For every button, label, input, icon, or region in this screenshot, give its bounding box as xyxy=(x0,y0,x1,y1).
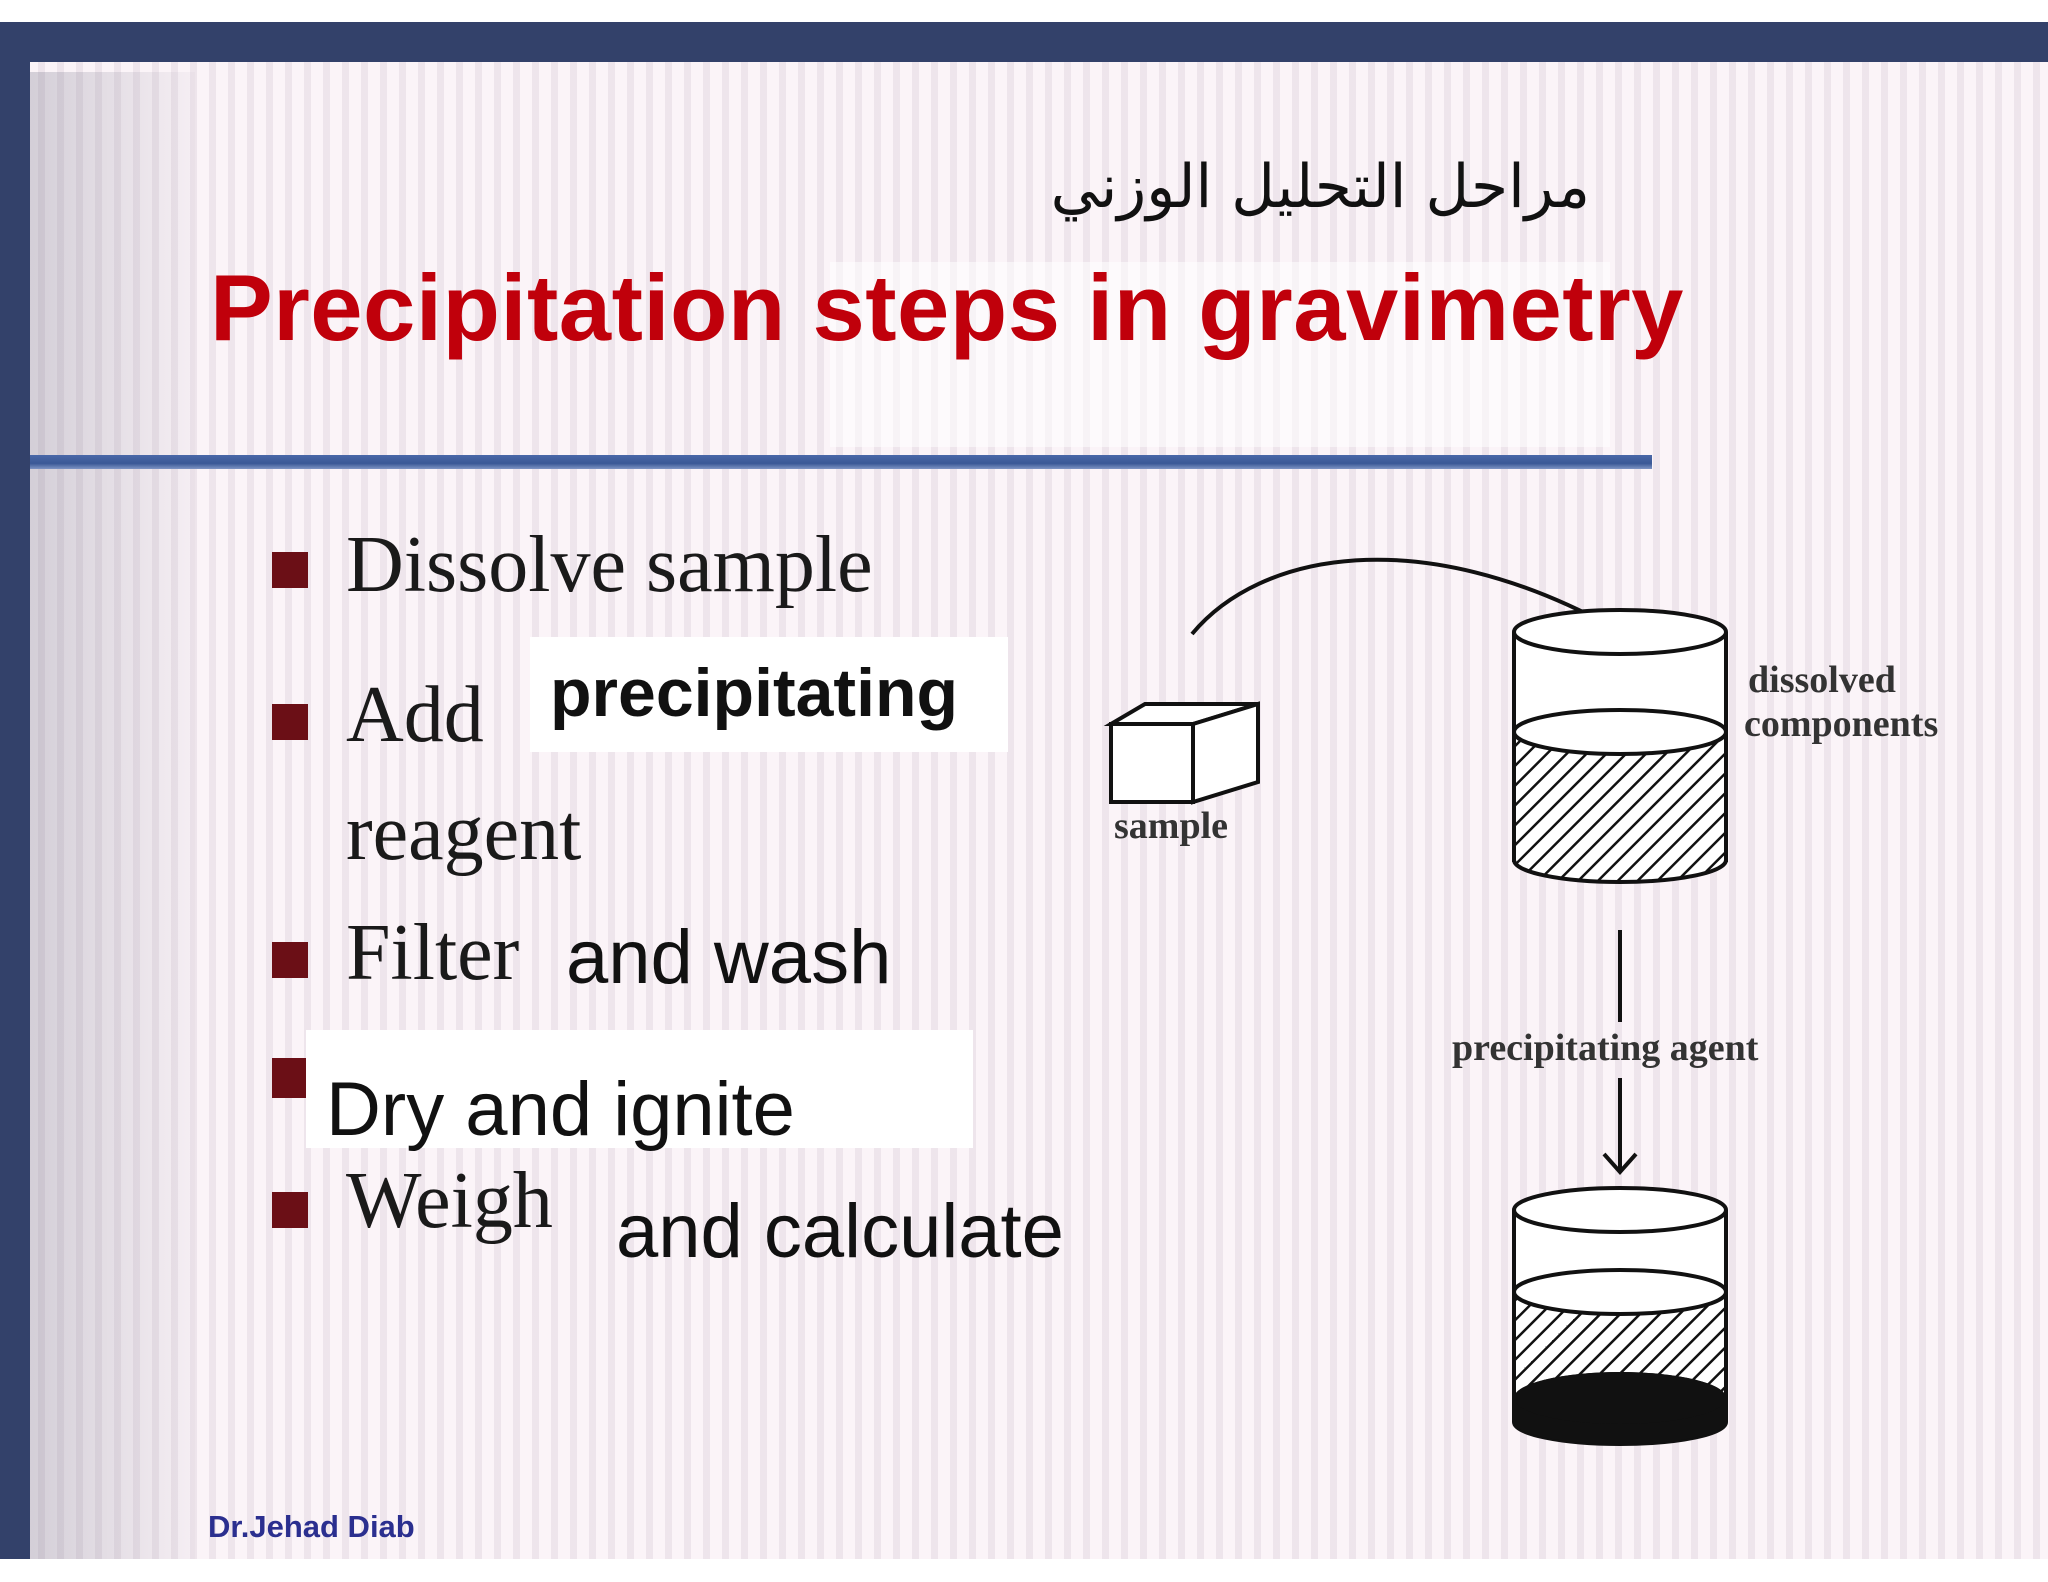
step-dissolve: Dissolve sample xyxy=(346,521,873,609)
beaker-precipitate-icon xyxy=(1514,1188,1726,1444)
author-credit: Dr.Jehad Diab xyxy=(208,1509,415,1544)
step-reagent: reagent xyxy=(346,789,582,877)
step-filter: Filter xyxy=(346,909,520,997)
slide-title: Precipitation steps in gravimetry xyxy=(210,255,1684,360)
step-add: Add xyxy=(346,671,484,759)
step-precipitating: precipitating xyxy=(550,655,959,731)
step-and-calculate: and calculate xyxy=(616,1189,1064,1274)
beaker-dissolved-icon xyxy=(1514,610,1726,882)
arabic-title: مراحل التحليل الوزني xyxy=(1050,152,1590,222)
step-dry-ignite: Dry and ignite xyxy=(326,1067,795,1152)
components-label: components xyxy=(1744,703,1939,745)
sample-label: sample xyxy=(1114,805,1228,847)
step-and-wash: and wash xyxy=(566,915,892,1000)
step-weigh: Weigh xyxy=(346,1157,553,1245)
slide xyxy=(0,22,2048,1559)
agent-label: precipitating agent xyxy=(1452,1027,1759,1069)
dissolved-label: dissolved xyxy=(1748,659,1896,701)
sample-cube-icon xyxy=(1111,704,1258,802)
gravimetry-diagram xyxy=(0,22,2048,1559)
